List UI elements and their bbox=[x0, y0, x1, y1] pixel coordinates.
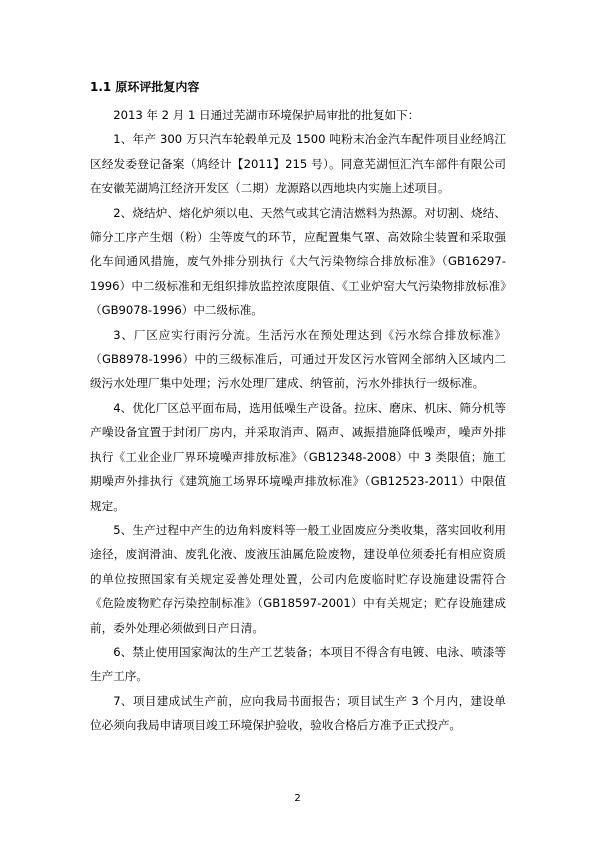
paragraph-item-2: 2、烧结炉、熔化炉须以电、天然气或其它清洁燃料为热源。对切割、烧结、筛分工序产生烟（粉）尘等废气的环节，应配置集气罩、高效除尘装置和采取强化车间通风措施，废气外排分别执行《大气污染物综合排放标准》（GB16297-1996）中二级标准和无组织排放监控浓度限值、《工业炉窑大气污染物排放标准》（GB9078-1996）中二级标准。 bbox=[90, 205, 506, 318]
paragraph-item-4: 4、优化厂区总平面布局，选用低噪生产设备。拉床、磨床、机床、筛分机等产噪设备宜置于封闭厂房内，并采取消声、隔声、减振措施降低噪声，噪声外排执行《工业企业厂界环境噪声排放标准》（GB12348-2008）中 3 类限值；施工期噪声外排执行《建筑施工场界环境噪声排放标准》（GB12523-2011）中限值规定。 bbox=[90, 400, 506, 513]
paragraph-item-5: 5、生产过程中产生的边角料废料等一般工业固废应分类收集，落实回收利用途径，废润滑油、废乳化液、废液压油属危险废物，建设单位须委托有相应资质的单位按照国家有关规定妥善处理处置，公司内危废临时贮存设施建设需符合《危险废物贮存污染控制标准》（GB18597-2001）中有关规定；贮存设施建成前，委外处理必须做到日产日清。 bbox=[90, 522, 506, 635]
paragraph-item-7: 7、项目建成试生产前，应向我局书面报告；项目试生产 3 个月内，建设单位必须向我局申请项目竣工环境保护验收，验收合格后方准予正式投产。 bbox=[90, 693, 506, 733]
document-body bbox=[90, 103, 506, 738]
page-number: 2 bbox=[294, 793, 301, 804]
paragraph-item-6: 6、禁止使用国家淘汰的生产工艺装备；本项目不得含有电镀、电泳、喷漆等生产工序。 bbox=[90, 644, 506, 684]
paragraph-item-3: 3、厂区应实行雨污分流。生活污水在预处理达到《污水综合排放标准》（GB8978-1996）中的三级标准后，可通过开发区污水管网全部纳入区域内二级污水处理厂集中处理；污水处理厂建成、纳管前，污水外排执行一级标准。 bbox=[90, 327, 506, 391]
paragraph-item-1: 1、年产 300 万只汽车轮毂单元及 1500 吨粉末冶金汽车配件项目业经鸠江区经发委登记备案（鸠经计【2011】215 号）。同意芜湖恒汇汽车部件有限公司在安徽芜湖鸠江经济开发区（二期）龙源路以西地块内实施上述项目。 bbox=[90, 132, 506, 196]
paragraph-intro: 2013 年 2 月 1 日通过芜湖市环境保护局审批的批复如下： bbox=[113, 108, 420, 122]
section-heading: 1.1 原环评批复内容 bbox=[90, 80, 200, 94]
